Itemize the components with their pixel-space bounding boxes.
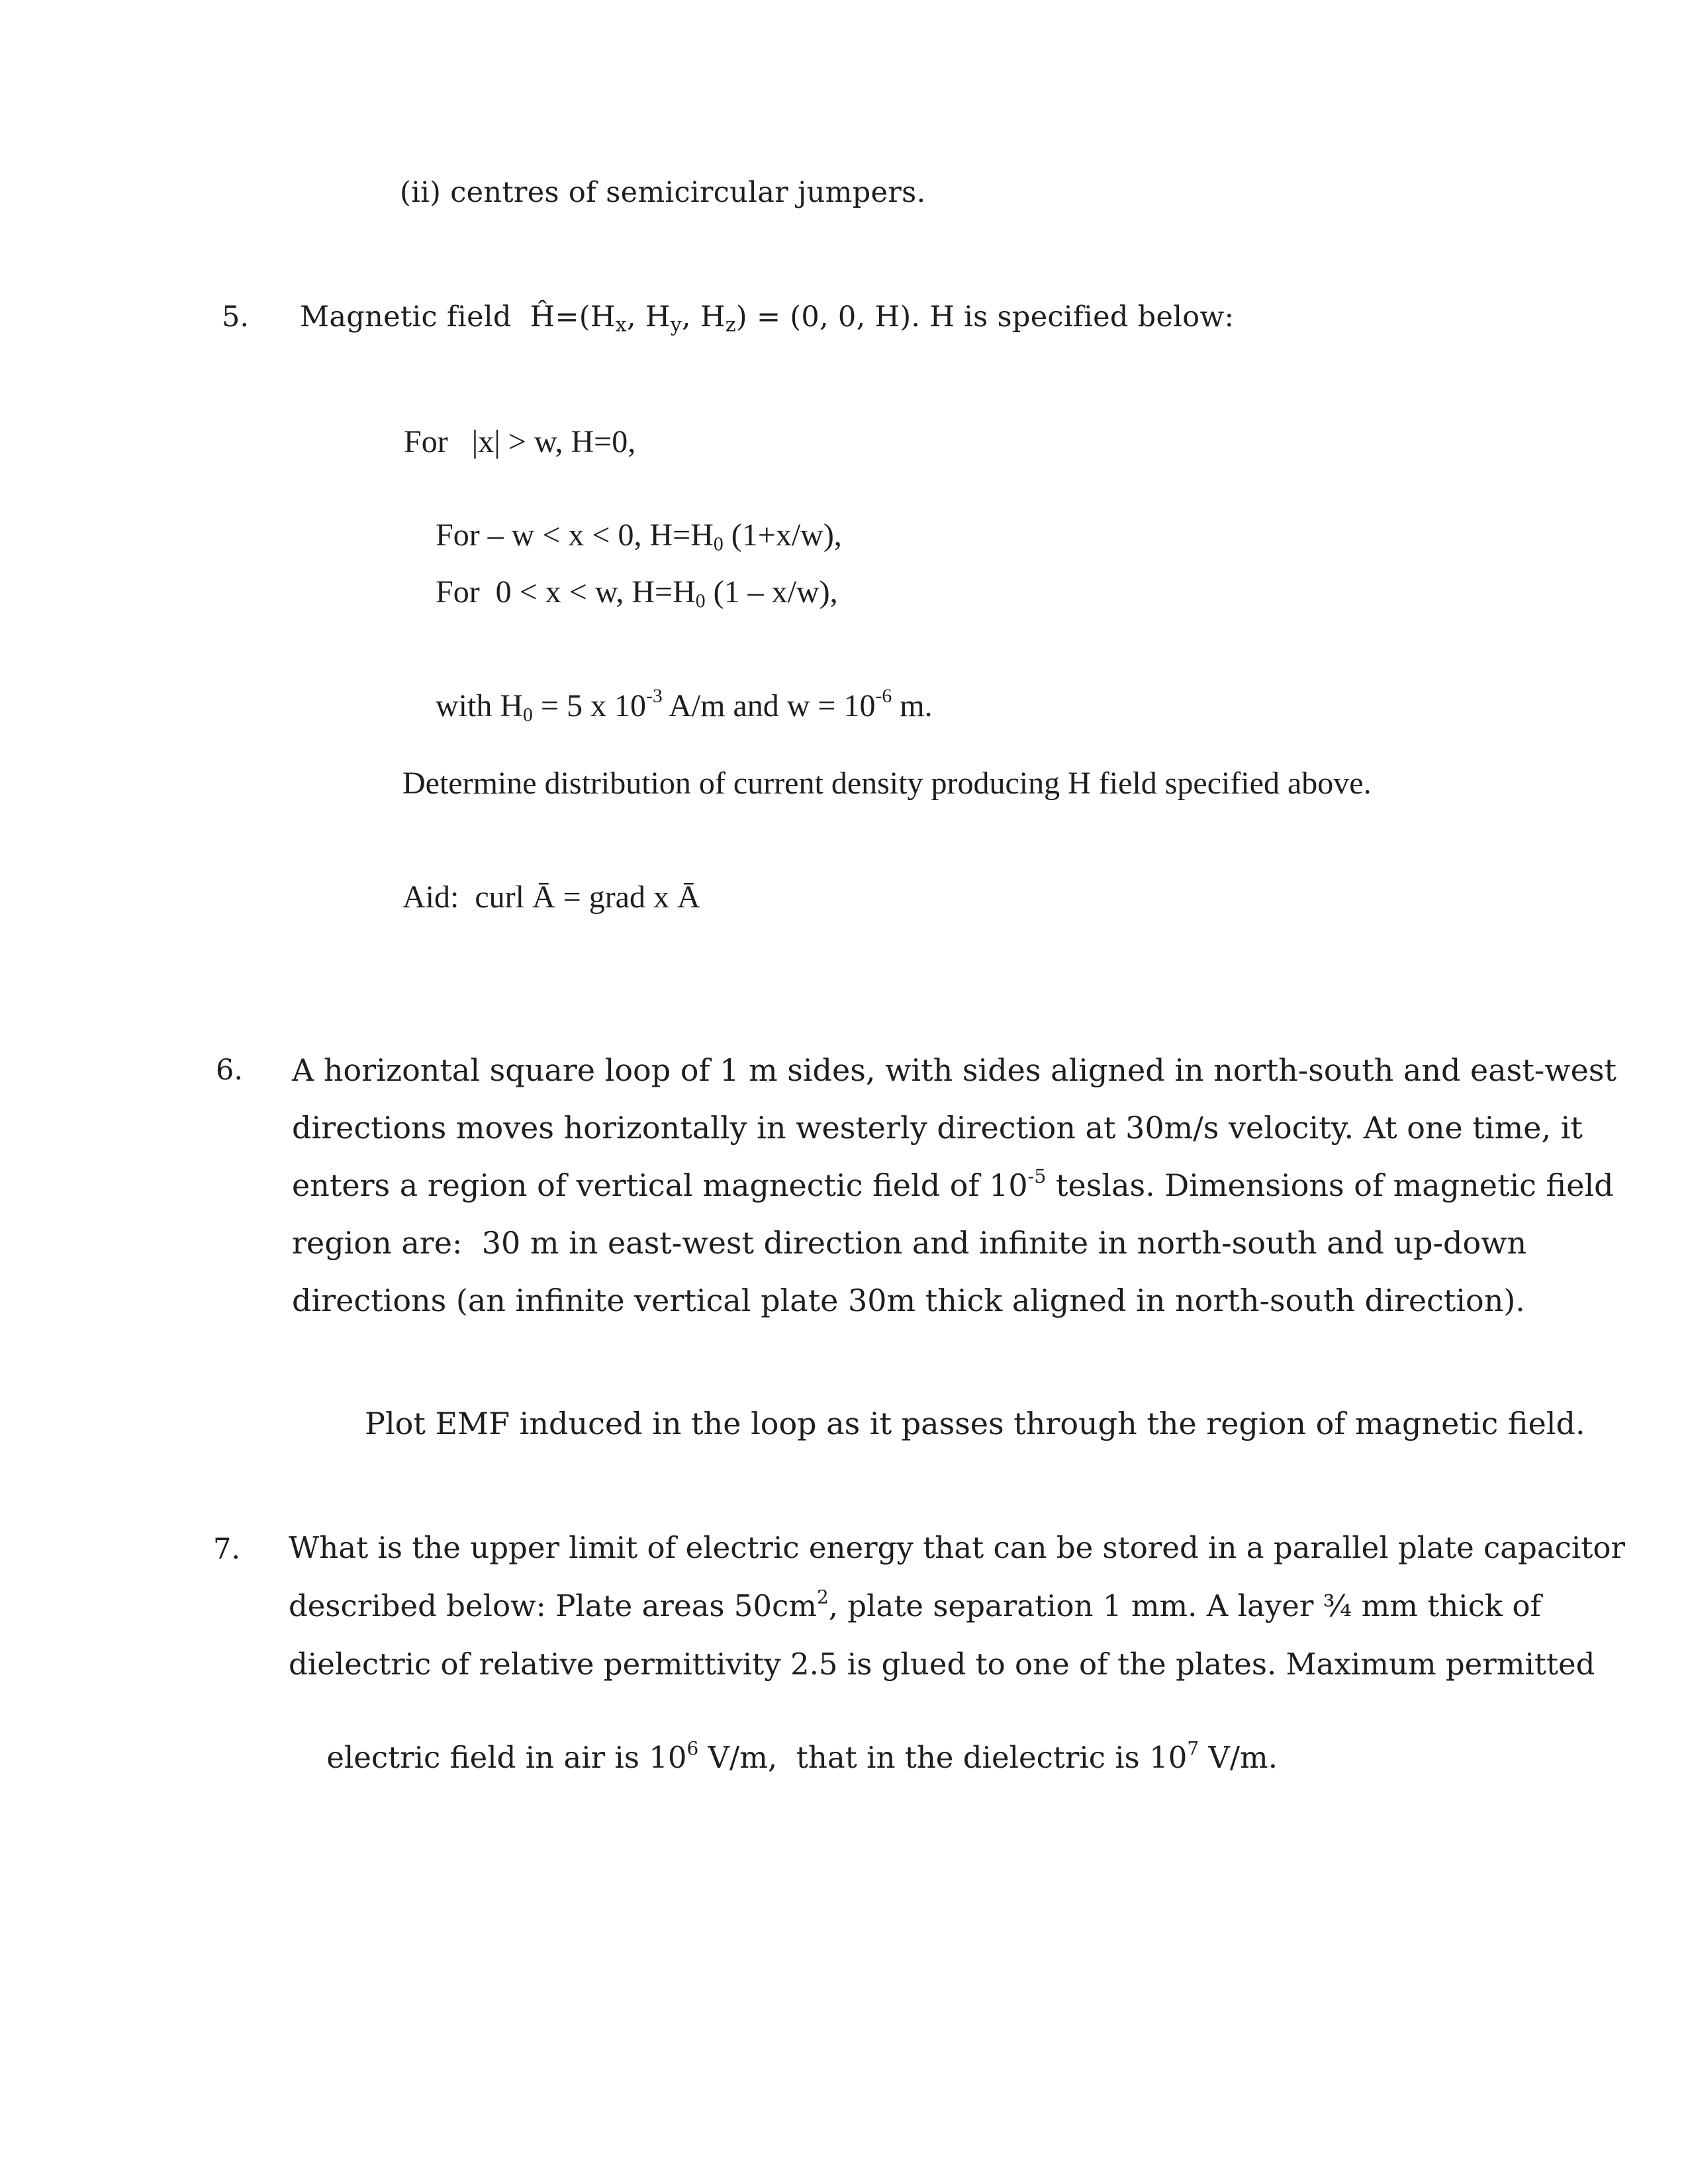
q6-line-3 [292, 1167, 1614, 1203]
q7-line-2-suffix: , plate separation 1 mm. A layer ¾ mm thick of [828, 1588, 1542, 1623]
q5-case-3-sub: 0 [695, 590, 706, 612]
q5-case-3-suffix: (1 – x/w), [705, 574, 838, 610]
q5-sub-y: y [670, 313, 682, 337]
q7-line-4-mid: V/m, that in the dielectric is 10 [698, 1740, 1188, 1775]
q5-case-2-suffix: (1+x/w), [723, 518, 842, 553]
q5-sub-x: x [615, 313, 627, 337]
q7-number: 7. [213, 1533, 241, 1566]
q5-given-mid2: A/m and w = 10 [662, 688, 876, 723]
q7-line-1: What is the upper limit of electric energy that can be stored in a parallel plate capacitor [289, 1530, 1625, 1565]
q5-task: Determine distribution of current density producing H field specified above. [402, 766, 1372, 801]
q7-line-4-prefix: electric field in air is 10 [326, 1740, 687, 1775]
q6-number: 6. [216, 1054, 244, 1087]
q7-line-4-exp1: 6 [686, 1737, 699, 1760]
q5-sep2: , H [682, 300, 726, 334]
q6-line-1: A horizontal square loop of 1 m sides, with sides aligned in north-south and east-west [292, 1052, 1617, 1088]
q5-case-2-sub: 0 [713, 533, 724, 555]
q5-case-3-prefix: For 0 < x < w, H=H [436, 574, 696, 610]
q6-line-5: directions (an infinite vertical plate 30m thick aligned in north-south direction). [292, 1283, 1525, 1318]
q6-line-3-prefix: enters a region of vertical magnectic field of 10 [292, 1167, 1028, 1203]
q7-line-2-prefix: described below: Plate areas 50cm [289, 1588, 817, 1623]
q7-line-3: dielectric of relative permittivity 2.5 is glued to one of the plates. Maximum permitted [289, 1647, 1595, 1682]
q5-case-3 [404, 537, 838, 647]
q5-given-sub: 0 [523, 704, 533, 726]
q6-line-3-exp: -5 [1027, 1165, 1047, 1188]
q5-given-suffix: m. [892, 688, 933, 723]
q5-given-prefix: with H [436, 688, 523, 723]
q6-task: Plot EMF induced in the loop as it passes through the region of magnetic field. [365, 1406, 1585, 1441]
q7-line-4 [289, 1705, 1278, 1810]
q7-line-4-exp2: 7 [1187, 1737, 1199, 1760]
q5-intro-vector: Ĥ=(H [530, 300, 616, 334]
q4-continuation: (ii) centres of semicircular jumpers. [400, 176, 926, 209]
q7-line-2-exp: 2 [816, 1586, 829, 1608]
q5-sep1: , H [626, 300, 671, 334]
q5-given-exp1: -3 [645, 685, 663, 707]
q6-line-4: region are: 30 m in east-west direction and infinite in north-south and up-down [292, 1225, 1527, 1261]
q5-case-2-prefix: For – w < x < 0, H=H [436, 518, 714, 553]
q5-aid: Aid: curl Ā = grad x Ā [402, 880, 700, 915]
q6-line-3-suffix: teslas. Dimensions of magnetic field [1046, 1167, 1614, 1203]
q5-intro-prefix: Magnetic field [300, 300, 512, 334]
q5-intro-suffix: ) = (0, 0, H). H is specified below: [735, 300, 1235, 334]
q5-case-1: For |x| > w, H=0, [404, 424, 636, 459]
q7-line-2 [289, 1588, 1541, 1623]
q5-intro [300, 300, 1235, 337]
q5-sub-z: z [725, 313, 736, 337]
q6-line-2: directions moves horizontally in westerly direction at 30m/s velocity. At one time, it [292, 1110, 1583, 1146]
q5-given-mid1: = 5 x 10 [532, 688, 646, 723]
q7-line-4-suffix: V/m. [1199, 1740, 1278, 1775]
q5-number: 5. [222, 300, 250, 334]
q5-given-exp2: -6 [875, 685, 892, 707]
q5-given-values [404, 651, 933, 760]
